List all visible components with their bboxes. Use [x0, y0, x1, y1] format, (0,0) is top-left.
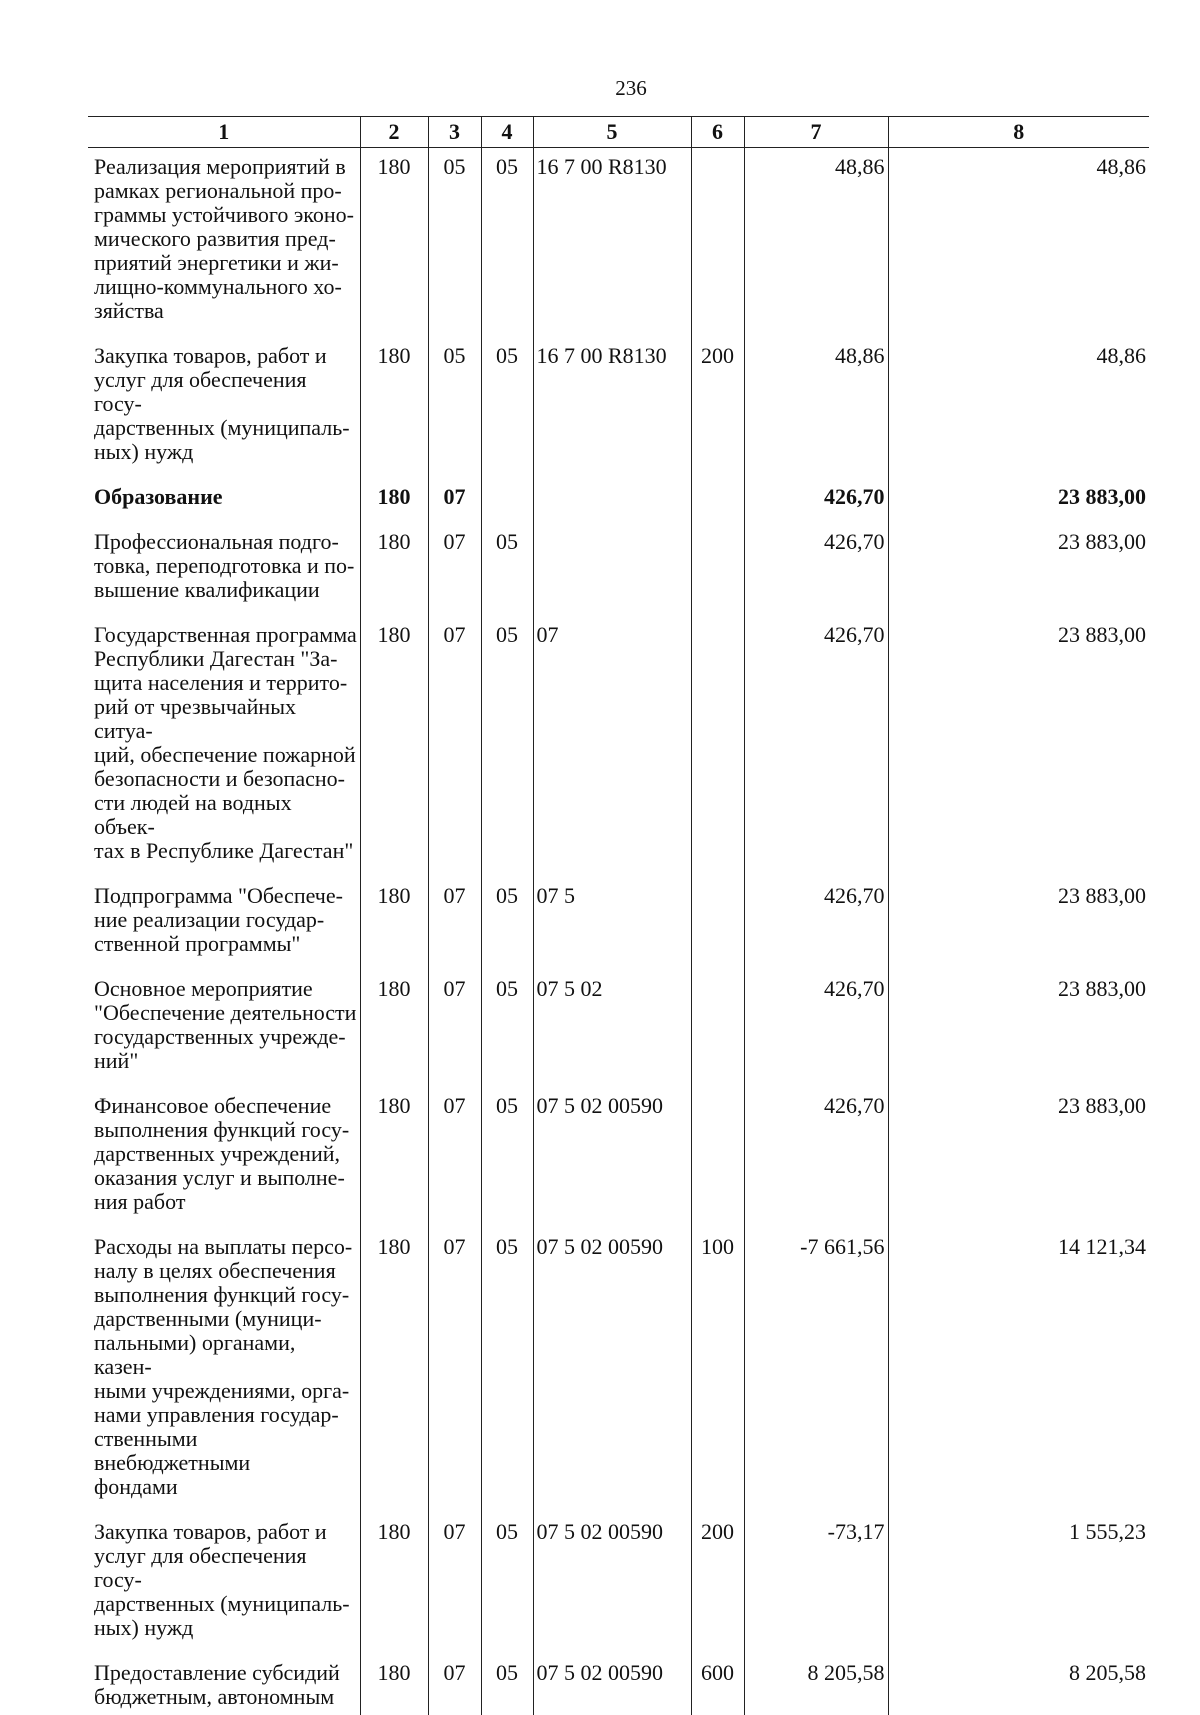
row-subsection: 05	[481, 1654, 533, 1715]
row-name-line: товка, переподготовка и по-	[94, 554, 358, 578]
row-amount-total: 48,86	[888, 337, 1149, 478]
row-section: 07	[428, 970, 481, 1087]
row-name	[88, 523, 360, 616]
header-cell-7: 7	[744, 117, 888, 148]
row-name-line: Реализация мероприятий в	[94, 155, 358, 179]
row-name-line: Основное мероприятие	[94, 977, 358, 1001]
row-amount-change: 426,70	[744, 1087, 888, 1228]
row-name-line: Закупка товаров, работ и	[94, 1520, 358, 1544]
table-body	[88, 148, 1149, 1715]
row-code-2: 180	[360, 970, 428, 1087]
row-name-line: щита населения и террито-	[94, 671, 358, 695]
row-subsection: 05	[481, 970, 533, 1087]
row-amount-total: 1 555,23	[888, 1513, 1149, 1654]
header-cell-5: 5	[533, 117, 691, 148]
row-expense-type: 100	[691, 1228, 744, 1513]
row-amount-change: 426,70	[744, 523, 888, 616]
row-name	[88, 616, 360, 877]
row-name	[88, 970, 360, 1087]
row-code-2: 180	[360, 148, 428, 338]
row-code-2: 180	[360, 523, 428, 616]
row-expense-type	[691, 877, 744, 970]
row-code-2: 180	[360, 478, 428, 523]
row-name-line: выполнения функций госу-	[94, 1283, 358, 1307]
row-name	[88, 148, 360, 338]
row-name-line: ций, обеспечение пожарной	[94, 743, 358, 767]
table-header-row	[88, 117, 1149, 148]
row-target-item	[533, 523, 691, 616]
row-section: 07	[428, 1228, 481, 1513]
row-code-2: 180	[360, 337, 428, 478]
table-row	[88, 148, 1149, 338]
header-cell-8: 8	[888, 117, 1149, 148]
row-code-2: 180	[360, 1228, 428, 1513]
row-subsection: 05	[481, 523, 533, 616]
row-name	[88, 1228, 360, 1513]
row-subsection: 05	[481, 616, 533, 877]
row-target-item: 07	[533, 616, 691, 877]
row-name-line: рий от чрезвычайных ситуа-	[94, 695, 358, 743]
row-code-2: 180	[360, 1087, 428, 1228]
row-amount-change: -7 661,56	[744, 1228, 888, 1513]
row-amount-change: 8 205,58	[744, 1654, 888, 1715]
row-name-line: ний"	[94, 1049, 358, 1073]
row-subsection	[481, 478, 533, 523]
row-amount-total: 23 883,00	[888, 478, 1149, 523]
row-name-line: рамках региональной про-	[94, 179, 358, 203]
row-name-line: Подпрограмма "Обеспече-	[94, 884, 358, 908]
row-section: 07	[428, 1654, 481, 1715]
row-target-item: 07 5 02 00590	[533, 1087, 691, 1228]
row-name-line: ния работ	[94, 1190, 358, 1214]
row-name-line: зяйства	[94, 299, 358, 323]
row-expense-type: 600	[691, 1654, 744, 1715]
row-amount-change: 48,86	[744, 148, 888, 338]
row-name-line: фондами	[94, 1475, 358, 1499]
row-expense-type: 200	[691, 337, 744, 478]
row-name-line: государственных учрежде-	[94, 1025, 358, 1049]
row-expense-type	[691, 523, 744, 616]
row-section: 07	[428, 523, 481, 616]
row-name	[88, 478, 360, 523]
row-expense-type	[691, 478, 744, 523]
row-expense-type	[691, 616, 744, 877]
row-amount-total: 23 883,00	[888, 1087, 1149, 1228]
row-name-line: налу в целях обеспечения	[94, 1259, 358, 1283]
row-name-line: тах в Республике Дагестан"	[94, 839, 358, 863]
table-row	[88, 970, 1149, 1087]
table-row	[88, 1513, 1149, 1654]
row-expense-type	[691, 148, 744, 338]
row-name-line: Предоставление субсидий	[94, 1661, 358, 1685]
row-section: 07	[428, 616, 481, 877]
row-expense-type	[691, 970, 744, 1087]
table-row	[88, 337, 1149, 478]
row-name-line: мического развития пред-	[94, 227, 358, 251]
row-name-line: Республики Дагестан "За-	[94, 647, 358, 671]
row-target-item: 07 5 02 00590	[533, 1513, 691, 1654]
row-name-line: Финансовое обеспечение	[94, 1094, 358, 1118]
row-section: 07	[428, 1087, 481, 1228]
row-name-line: услуг для обеспечения госу-	[94, 368, 358, 416]
row-target-item: 07 5 02	[533, 970, 691, 1087]
row-target-item: 07 5	[533, 877, 691, 970]
row-name-line: Закупка товаров, работ и	[94, 344, 358, 368]
row-name-line: ными учреждениями, орга-	[94, 1379, 358, 1403]
table-row	[88, 1087, 1149, 1228]
row-name-line: ственными внебюджетными	[94, 1427, 358, 1475]
row-name-line: ных) нужд	[94, 440, 358, 464]
row-name-line: Расходы на выплаты персо-	[94, 1235, 358, 1259]
row-amount-total: 48,86	[888, 148, 1149, 338]
row-name-line: ние реализации государ-	[94, 908, 358, 932]
row-name-line: "Обеспечение деятельности	[94, 1001, 358, 1025]
row-name	[88, 1087, 360, 1228]
header-cell-1: 1	[88, 117, 360, 148]
row-section: 07	[428, 478, 481, 523]
header-cell-2: 2	[360, 117, 428, 148]
row-subsection: 05	[481, 1228, 533, 1513]
table-row	[88, 1654, 1149, 1715]
row-name	[88, 1513, 360, 1654]
table-row	[88, 523, 1149, 616]
row-name-line: граммы устойчивого эконо-	[94, 203, 358, 227]
row-amount-change: 426,70	[744, 616, 888, 877]
row-name-line: дарственных учреждений,	[94, 1142, 358, 1166]
row-name-line: нами управления государ-	[94, 1403, 358, 1427]
row-section: 07	[428, 877, 481, 970]
row-name-line: Профессиональная подго-	[94, 530, 358, 554]
header-cell-6: 6	[691, 117, 744, 148]
row-code-2: 180	[360, 1513, 428, 1654]
row-name-line: лищно-коммунального хо-	[94, 275, 358, 299]
row-expense-type: 200	[691, 1513, 744, 1654]
row-section: 07	[428, 1513, 481, 1654]
row-code-2: 180	[360, 616, 428, 877]
row-subsection: 05	[481, 877, 533, 970]
header-cell-3: 3	[428, 117, 481, 148]
row-name-line: дарственными (муници-	[94, 1307, 358, 1331]
row-name-line: ственной программы"	[94, 932, 358, 956]
row-amount-total: 23 883,00	[888, 523, 1149, 616]
row-section: 05	[428, 148, 481, 338]
row-name	[88, 877, 360, 970]
row-name-line: выполнения функций госу-	[94, 1118, 358, 1142]
table-row	[88, 1228, 1149, 1513]
row-amount-total: 14 121,34	[888, 1228, 1149, 1513]
row-target-item: 16 7 00 R8130	[533, 337, 691, 478]
row-name-line: ных) нужд	[94, 1616, 358, 1640]
row-section: 05	[428, 337, 481, 478]
row-amount-total: 23 883,00	[888, 877, 1149, 970]
row-target-item: 07 5 02 00590	[533, 1654, 691, 1715]
row-name-line: оказания услуг и выполне-	[94, 1166, 358, 1190]
row-name-line: вышение квалификации	[94, 578, 358, 602]
row-target-item: 16 7 00 R8130	[533, 148, 691, 338]
row-name-line: пальными) органами, казен-	[94, 1331, 358, 1379]
row-name-line: Образование	[94, 485, 358, 509]
row-name-line: сти людей на водных объек-	[94, 791, 358, 839]
row-name-line: безопасности и безопасно-	[94, 767, 358, 791]
header-cell-4: 4	[481, 117, 533, 148]
row-amount-change: -73,17	[744, 1513, 888, 1654]
row-subsection: 05	[481, 1087, 533, 1228]
row-amount-total: 23 883,00	[888, 970, 1149, 1087]
row-name-line: приятий энергетики и жи-	[94, 251, 358, 275]
row-amount-total: 8 205,58	[888, 1654, 1149, 1715]
row-code-2: 180	[360, 877, 428, 970]
row-name-line: дарственных (муниципаль-	[94, 1592, 358, 1616]
budget-table	[88, 116, 1149, 1715]
table-row	[88, 478, 1149, 523]
row-subsection: 05	[481, 1513, 533, 1654]
row-expense-type	[691, 1087, 744, 1228]
row-subsection: 05	[481, 148, 533, 338]
row-amount-change: 426,70	[744, 478, 888, 523]
row-code-2: 180	[360, 1654, 428, 1715]
table-row	[88, 877, 1149, 970]
row-name-line: бюджетным, автономным	[94, 1685, 358, 1709]
table-row	[88, 616, 1149, 877]
row-subsection: 05	[481, 337, 533, 478]
row-name	[88, 337, 360, 478]
row-name-line: услуг для обеспечения госу-	[94, 1544, 358, 1592]
row-target-item: 07 5 02 00590	[533, 1228, 691, 1513]
row-amount-change: 426,70	[744, 970, 888, 1087]
page-number: 236	[0, 76, 1200, 101]
row-amount-change: 426,70	[744, 877, 888, 970]
row-amount-change: 48,86	[744, 337, 888, 478]
row-target-item	[533, 478, 691, 523]
row-name-line: дарственных (муниципаль-	[94, 416, 358, 440]
row-name	[88, 1654, 360, 1715]
row-name-line: Государственная программа	[94, 623, 358, 647]
row-amount-total: 23 883,00	[888, 616, 1149, 877]
